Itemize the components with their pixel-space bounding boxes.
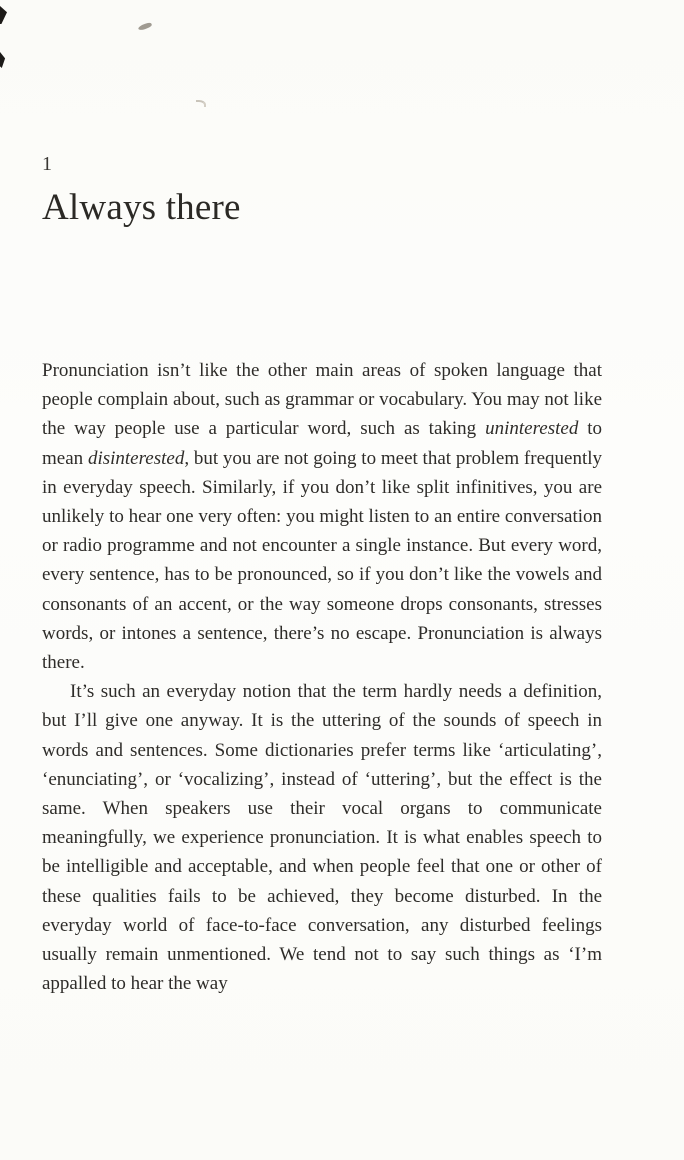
chapter-title: Always there (42, 187, 241, 228)
scan-artifact (196, 100, 206, 107)
paragraph (42, 677, 602, 998)
scan-artifact (0, 52, 6, 68)
chapter-number: 1 (42, 153, 52, 175)
italic-text-run: disinterested (87, 447, 185, 469)
paragraph (42, 356, 602, 677)
text-run: It’s such an everyday notion that the term hardly needs a definition, but I’ll give one anyway. It is the uttering of the sounds of speech in words and sentences. Some dictionaries prefer terms like ‘articulating’, ‘enunciating’, or ‘vocalizing’, instead of ‘uttering’, but the effect is the same. When speakers use their vocal organs to communicate meaningfully, we experience pronunciation. It is what enables speech to be intelligible and acceptable, and when people feel that one or other of these qualities fails to be achieved, they become disturbed. In the everyday world of face-to-face conversation, any disturbed feelings usually remain unmentioned. We tend not to say such things as ‘I’m appalled to hear the way (42, 681, 602, 995)
body-text (42, 356, 602, 998)
text-run: to mean (42, 418, 602, 469)
scan-artifact (0, 6, 7, 24)
text-run: Pronunciation isn’t like the other main areas of spoken language that people complain about, such as grammar or vocabulary. You may not like the way people use a particular word, such as taking (42, 360, 602, 440)
italic-text-run: uninterested (485, 418, 579, 440)
text-run: , but you are not going to meet that problem frequently in everyday speech. Similarly, if you don’t like split infinitives, you are unlikely to hear one very often: you might listen to an entire conversation or radio programme and not encounter a single instance. But every word, every sentence, has to be pronounced, so if you don’t like the vowels and consonants of an accent, or the way someone drops consonants, stresses words, or intones a sentence, there’s no escape. Pronunciation is always there. (42, 447, 602, 674)
